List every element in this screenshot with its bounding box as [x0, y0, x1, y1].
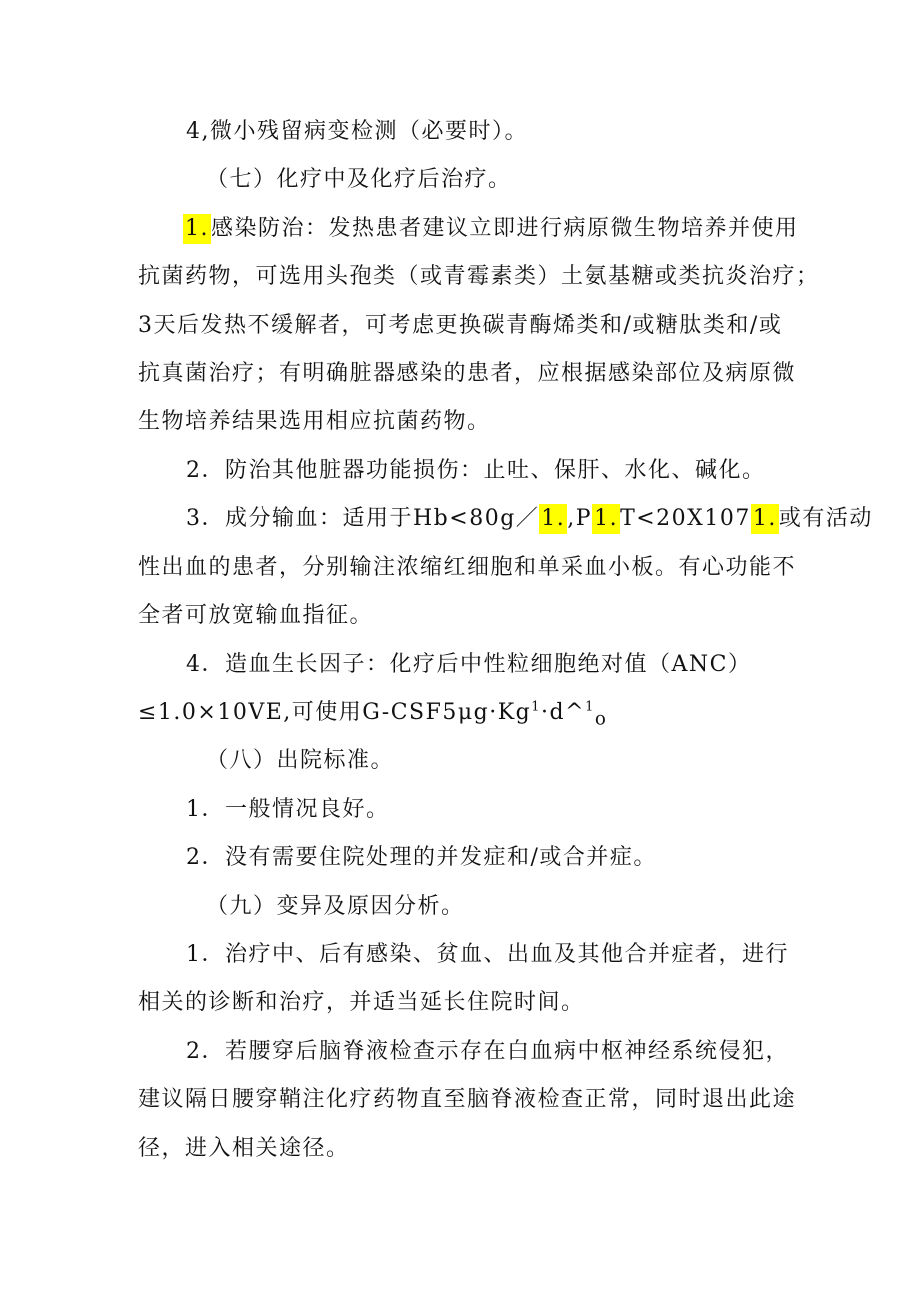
text-line: 1．一般情况良好。: [186, 797, 390, 822]
superscript: 1: [585, 699, 595, 715]
text-span: 3．成分输血：适用于Hb<80g／: [186, 506, 540, 531]
text-line: 相关的诊断和治疗，并适当延长住院时间。: [138, 990, 585, 1015]
highlight-mark: 1.: [751, 504, 779, 534]
text-line: 4．造血生长因子：化疗后中性粒细胞绝对值（ANC）: [186, 652, 752, 677]
highlight-mark: 1.: [539, 504, 567, 534]
text-line: [183, 214, 799, 244]
text-line: 生物培养结果选用相应抗菌药物。: [138, 409, 491, 434]
text-line: 径，进入相关途径。: [138, 1136, 350, 1161]
text-span: 或有活动: [778, 506, 873, 531]
section-heading: （七）化疗中及化疗后治疗。: [206, 167, 512, 192]
text-line: 性出血的患者，分别输注浓缩红细胞和单采血小板。有心功能不: [138, 555, 797, 580]
section-heading: （九）变异及原因分析。: [206, 894, 465, 919]
text-line: [138, 698, 607, 734]
text-span: 感染防治：发热患者建议立即进行病原微生物培养并使用: [211, 216, 799, 241]
text-span: ·d^: [541, 700, 586, 725]
text-line: 抗真菌治疗；有明确脏器感染的患者，应根据感染部位及病原微: [138, 361, 797, 386]
subscript: o: [594, 708, 608, 730]
highlight-mark: 1.: [183, 214, 211, 244]
text-line: 建议隔日腰穿鞘注化疗药物直至脑脊液检查正常，同时退出此途: [138, 1087, 797, 1112]
highlight-mark: 1.: [592, 504, 620, 534]
text-line: 抗菌药物，可选用头孢类（或青霉素类）土氨基糖或类抗炎治疗；: [138, 264, 820, 289]
text-span: T<20X107: [620, 506, 751, 531]
text-line: 1．治疗中、后有感染、贫血、出血及其他合并症者，进行: [186, 942, 789, 967]
text-line: 4,微小残留病变检测（必要时）。: [186, 119, 528, 144]
text-line: 2．防治其他脏器功能损伤：止吐、保肝、水化、碱化。: [186, 458, 766, 483]
text-line: 2．若腰穿后脑脊液检查示存在白血病中枢神经系统侵犯，: [186, 1039, 789, 1064]
text-span: ≤1.0×10VE,可使用G-CSF5μg·Kg: [138, 700, 532, 725]
superscript: 1: [531, 699, 542, 715]
text-line: 全者可放宽输血指征。: [138, 603, 374, 628]
text-span: ,P: [567, 506, 593, 531]
text-line: 2．没有需要住院处理的并发症和/或合并症。: [186, 845, 657, 870]
section-heading: （八）出院标准。: [206, 748, 395, 773]
text-line: 3天后发热不缓解者，可考虑更换碳青酶烯类和/或糖肽类和/或: [138, 313, 783, 338]
text-line: [186, 504, 873, 534]
